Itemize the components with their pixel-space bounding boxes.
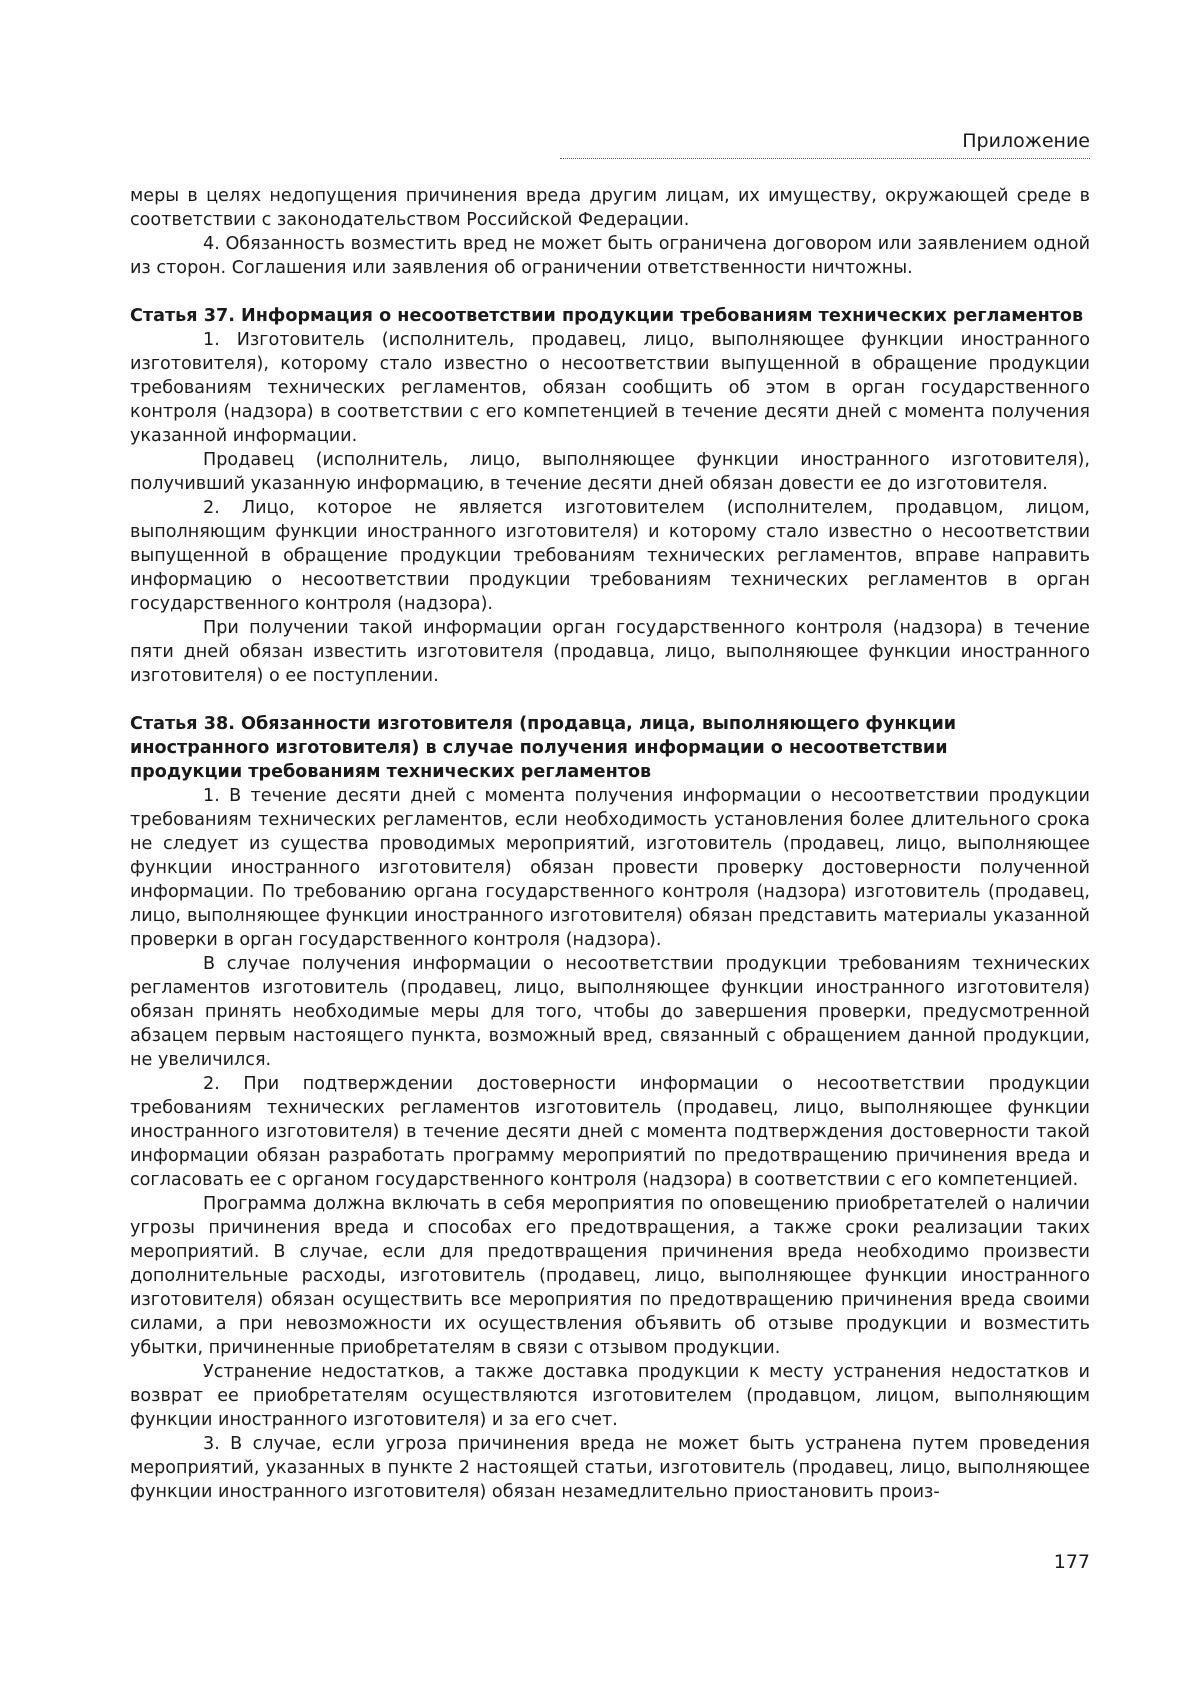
section-title: Приложение: [962, 130, 1090, 152]
page-number: 177: [1053, 1551, 1090, 1573]
paragraph: 1. Изготовитель (исполнитель, продавец, лицо, выполняющее функции иностранного изготовителя), которому стало известно о несоответствии выпущенной в обращение продукции требованиям технических регламентов, обязан сообщить об этом в орган государственного контроля (надзора) в соответствии с его компетенцией в течение десяти дней с момента получения указанной информации.: [130, 330, 1090, 446]
running-header: [560, 128, 1090, 159]
article-38-title: [130, 712, 1090, 784]
paragraph: 3. В случае, если угроза причинения вреда не может быть устранена путем проведения мероприятий, указанных в пункте 2 настоящей статьи, изготовитель (продавец, лицо, выполняющее функции иностранного изготовителя) обязан незамедлительно приостановить произ-: [130, 1434, 1090, 1502]
spacer: [130, 688, 1090, 712]
paragraph: 4. Обязанность возместить вред не может быть ограничена договором или заявлением одной из сторон. Соглашения или заявления об ограничении ответственности ничтожны.: [130, 234, 1090, 278]
paragraph: 2. Лицо, которое не является изготовителем (исполнителем, продавцом, лицом, выполняющим функции иностранного изготовителя) и которому стало известно о несоответствии выпущенной в обращение продукции требованиям технических регламентов, вправе направить информацию о несоответствии продукции требованиям технических регламентов в орган государственного контроля (надзора).: [130, 498, 1090, 614]
paragraph: Программа должна включать в себя мероприятия по оповещению приобретателей о наличии угрозы причинения вреда и способах его предотвращения, а также сроки реализации таких мероприятий. В случае, если для предотвращения причинения вреда необходимо произвести дополнительные расходы, изготовитель (продавец, лицо, выполняющее функции иностранного изготовителя) обязан осуществить все мероприятия по предотвращению причинения вреда своими силами, а при невозможности их осуществления объявить об отзыве продукции и возместить убытки, причиненные приобретателям в связи с отзывом продукции.: [130, 1194, 1090, 1358]
paragraph: При получении такой информации орган государственного контроля (надзора) в течение пяти дней обязан известить изготовителя (продавца, лицо, выполняющее функции иностранного изготовителя) о ее поступлении.: [130, 618, 1090, 686]
article-37-title: Статья 37. Информация о несоответствии продукции требованиям технических регламентов: [130, 306, 1084, 326]
paragraph: Продавец (исполнитель, лицо, выполняющее функции иностранного изготовителя), получивший указанную информацию, в течение десяти дней обязан довести ее до изготовителя.: [130, 450, 1090, 494]
paragraph: В случае получения информации о несоответствии продукции требованиям технических регламентов изготовитель (продавец, лицо, выполняющее функции иностранного изготовителя) обязан принять необходимые меры для того, чтобы до завершения проверки, предусмотренной абзацем первым настоящего пункта, возможный вред, связанный с обращением данной продукции, не увеличился.: [130, 954, 1090, 1070]
page-body: [130, 184, 1090, 1504]
paragraph: 1. В течение десяти дней с момента получения информации о несоответствии продукции требованиям технических регламентов, если необходимость установления более длительного срока не следует из существа проводимых мероприятий, изготовитель (продавец, лицо, выполняющее функции иностранного изготовителя) обязан провести проверку достоверности полученной информации. По требованию органа государственного контроля (надзора) изготовитель (продавец, лицо, выполняющее функции иностранного изготовителя) обязан представить материалы указанной проверки в орган государственного контроля (надзора).: [130, 786, 1090, 950]
paragraph: 2. При подтверждении достоверности информации о несоответствии продукции требованиям технических регламентов изготовитель (продавец, лицо, выполняющее функции иностранного изготовителя) в течение десяти дней с момента подтверждения достоверности такой информации обязан разработать программу мероприятий по предотвращению причинения вреда и согласовать ее с органом государственного контроля (надзора) в соответствии с его компетенцией.: [130, 1074, 1090, 1190]
paragraph: Устранение недостатков, а также доставка продукции к месту устранения недостатков и возврат ее приобретателям осуществляются изготовителем (продавцом, лицом, выполняющим функции иностранного изготовителя) и за его счет.: [130, 1362, 1090, 1430]
article-38-title-line: иностранного изготовителя) в случае получения информации о несоответствии: [130, 738, 948, 758]
paragraph-continued: меры в целях недопущения причинения вреда другим лицам, их имуществу, окружающей среде в соответствии с законодательством Российской Федерации.: [130, 186, 1090, 230]
article-38-title-line: Статья 38. Обязанности изготовителя (продавца, лица, выполняющего функции: [130, 714, 957, 734]
article-38-title-line: продукции требованиям технических регламентов: [130, 762, 652, 782]
spacer: [130, 280, 1090, 304]
